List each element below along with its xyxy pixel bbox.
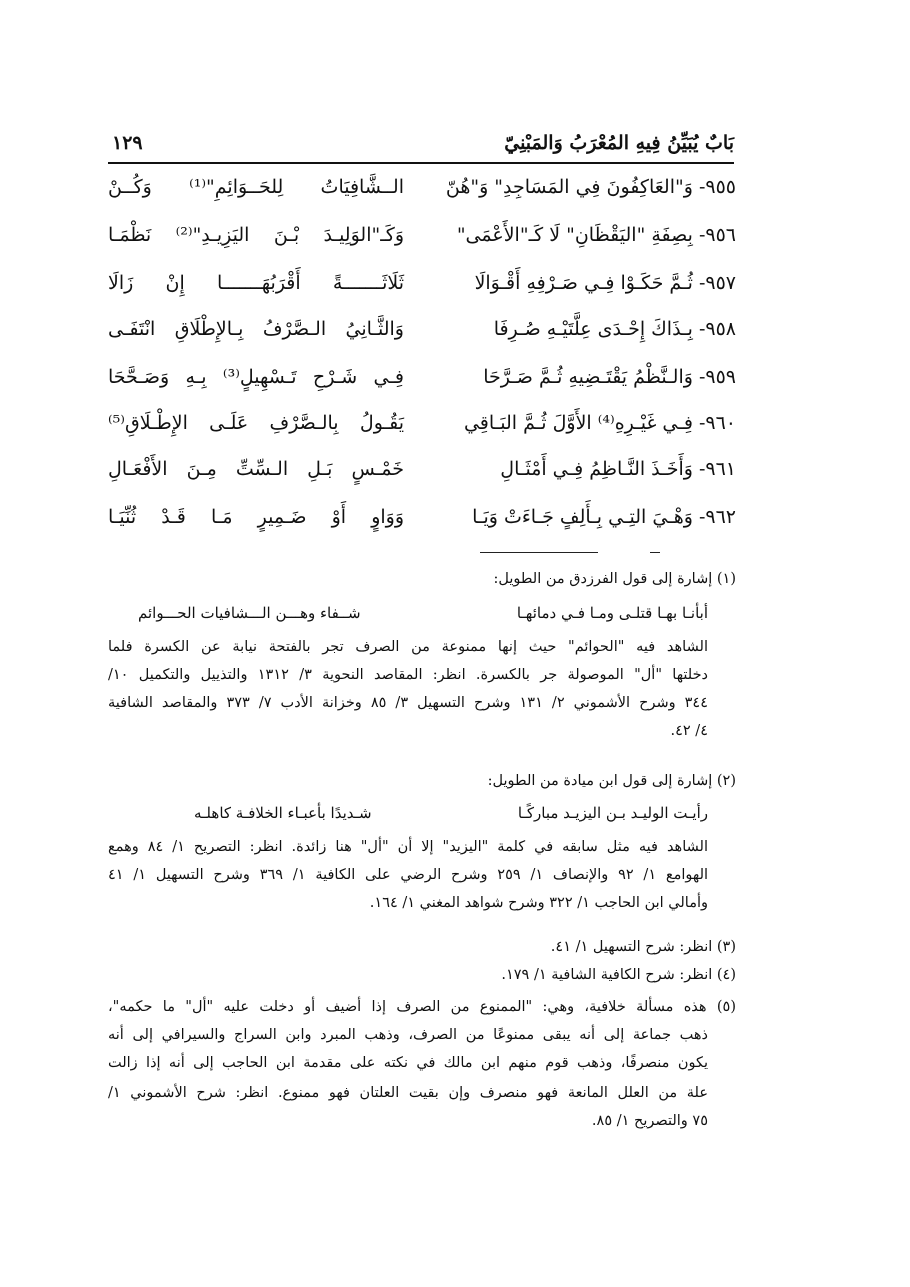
verse-second-hemistich: خَمْـسٍ بَـلِ الـسِّتِّ مِـنَ الأَفْعَـالِ [108,458,404,480]
footnote-verse-second: شـديدًا بأعبـاء الخلافـة كاهلـه [194,804,372,822]
footnote-separator [480,552,598,553]
footnote-text-line: دخلتها "أل" الموصولة جر بالكسرة. انظر: المقاصد النحوية ٣/ ١٣١٢ والتذييل والتكميل ١٠/ [108,667,709,683]
page-number: ١٢٩ [112,132,143,154]
verse-first-hemistich: ٩٦٢- وَهْـيَ التِـي بِـأَلِفٍ جَـاءَتْ وَيَـا [472,506,736,528]
footnote-verse-first: رأيـت الوليـد بـن اليزيـد مباركًـا [517,804,708,822]
footnote-verse-first: أبأنـا بهـا قتلـى ومـا فـي دمائهـا [516,604,708,622]
verse-first-hemistich: ٩٥٥- وَ"العَاكِفُونَ فِي المَسَاجِدِ" وَ"هُنّ [445,176,736,198]
running-title: بَابٌ يُبَيِّنُ فِيهِ المُعْرَبُ وَالمَبْنِيّ [504,132,734,154]
footnote-text-line: ذهب جماعة إلى أنه يبقى ممنوعًا من الصرف، وذهب المبرد وابن السراج والسيرافي إلى أنه [108,1027,708,1043]
verse-second-hemistich: يَقُـولُ بِالـصَّرْفِ عَلَـى الإِطْـلَاقِ⁽⁵⁾ [108,412,404,434]
verse-first-hemistich: ٩٥٨- بِـذَاكَ إِحْـدَى عِلَّتَيْـهِ صُـرِفَا [493,318,736,340]
footnote-text-line: علة من العلل المانعة فهو منصرف وإن بقيت العلتان فهو ممنوع. انظر: شرح الأشموني ١/ [108,1085,708,1101]
footnote-text-line: يكون منصرفًا، وذهب قوم منهم ابن مالك في نكته على مقدمة ابن الحاجب إلى أنه إذا زالت [108,1055,708,1071]
footnote-text-line: الهوامع ١/ ٩٢ والإنصاف ١/ ٢٥٩ وشرح الرضي على الكافية ١/ ٣٦٩ وشرح التسهيل ١/ ٤١ [108,867,709,883]
verse-line [108,272,736,312]
verse-line [108,412,736,452]
verse-first-hemistich: ٩٥٩- وَالـنَّظْمُ يَقْتَـضِيهِ ثُـمَّ صَـرَّحَا [483,366,736,388]
footnote-intro: (١) إشارة إلى قول الفرزدق من الطويل: [493,571,736,587]
footnote-text-line: ٣٤٤ وشرح الأشموني ٢/ ١٣١ وشرح التسهيل ٣/ ٨٥ وخزانة الأدب ٧/ ٣٧٣ والمقاصد الشافية [108,695,709,711]
page-header [108,132,734,164]
footnote-intro: (٤) انظر: شرح الكافية الشافية ١/ ١٧٩. [501,967,736,983]
footnote-intro: (٢) إشارة إلى قول ابن ميادة من الطويل: [487,773,736,789]
verse-line [108,458,736,498]
footnote-separator-mark [650,552,660,553]
verse-second-hemistich: وَكَـ"الوَلِيـدَ بْـنَ اليَزِيـدِ"⁽²⁾ نَظْمَـا [108,224,405,246]
footnote-text-line: ٧٥ والتصريح ١/ ٨٥. [591,1113,708,1129]
footnote-text-line: ٤/ ٤٢. [670,723,708,739]
footnote-verse-second: شــفاء وهـــن الـــشافيات الحـــوائم [138,604,361,622]
verse-second-hemistich: ثَلَاثَـــــــةً أَقْرَبُهَـــــــا إِنْ زَالَا [108,272,404,294]
footnote-text-line: الشاهد فيه "الحوائم" حيث إنها ممنوعة من الصرف تجر بالفتحة نيابة عن الكسرة فلما [108,639,708,655]
verse-line [108,224,736,264]
verse-line [108,318,736,358]
verse-first-hemistich: ٩٦٠- فِـي غَيْـرِهِ⁽⁴⁾ الأَوَّلَ ثُـمَّ البَـاقِي [463,412,736,434]
verse-line [108,176,736,216]
verse-second-hemistich: الــشَّافِيَاتُ لِلحَــوَائِمِ"⁽¹⁾ وَكُــنْ [108,176,404,198]
verse-second-hemistich: وَالثَّـانِيُ الـصَّرْفُ بِـالإِطْلَاقِ انْتَفَـى [108,318,404,340]
verse-second-hemistich: وَوَاوٍ أَوْ ضَـمِيرٍ مَـا قَـدْ ثُنِّيَـا [108,506,404,528]
verse-second-hemistich: فِـي شَـرْحِ تَـسْهِيلٍ⁽³⁾ بِـهِ وَصَـحَّحَا [108,366,405,388]
footnote-text-line: وأمالي ابن الحاجب ١/ ٣٢٢ وشرح شواهد المغني ١/ ١٦٤. [369,895,708,911]
verse-line [108,506,736,546]
verse-line [108,366,736,406]
footnote-text-line: الشاهد فيه مثل سابقه في كلمة "اليزيد" إلا أن "أل" هنا زائدة. انظر: التصريح ١/ ٨٤ وهمع [108,839,708,855]
verse-first-hemistich: ٩٦١- وَأَخَـذَ النَّـاظِمُ فِـي أَمْثَـالِ [500,458,736,480]
verse-first-hemistich: ٩٥٧- ثُـمَّ حَكَـوْا فِـي صَـرْفِهِ أَقْـوَالَا [474,272,736,294]
footnote-intro: (٣) انظر: شرح التسهيل ١/ ٤١. [550,939,736,955]
footnote-intro: (٥) هذه مسألة خلافية، وهي: "الممنوع من الصرف إذا أضيف أو دخلت عليه "أل" ما حكمه"، [108,999,736,1015]
verse-first-hemistich: ٩٥٦- بِصِفَةِ "اليَقْظَانِ" لَا كَـ"الأَعْمَى" [456,224,736,246]
